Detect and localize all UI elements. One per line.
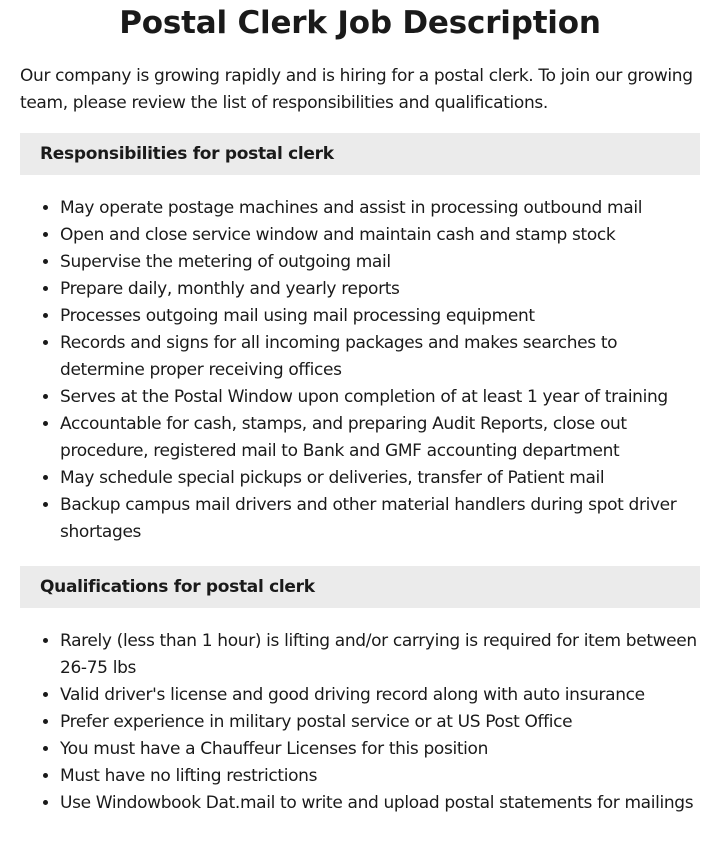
list-item: • Supervise the metering of outgoing mail xyxy=(60,249,700,276)
list-item: • Open and close service window and maintain cash and stamp stock xyxy=(60,222,700,249)
list-item: • Serves at the Postal Window upon completion of at least 1 year of training xyxy=(60,384,700,411)
responsibilities-list xyxy=(20,195,700,546)
list-item: • Must have no lifting restrictions xyxy=(60,763,700,790)
list-item: • Use Windowbook Dat.mail to write and upload postal statements for mailings xyxy=(60,790,700,817)
list-item: • Backup campus mail drivers and other material handlers during spot driver shortages xyxy=(60,492,700,546)
list-item: • Records and signs for all incoming packages and makes searches to determine proper receiving offices xyxy=(60,330,700,384)
qualifications-heading: Qualifications for postal clerk xyxy=(20,566,700,608)
responsibilities-heading: Responsibilities for postal clerk xyxy=(20,133,700,175)
list-item: • Prefer experience in military postal service or at US Post Office xyxy=(60,709,700,736)
list-item: • Prepare daily, monthly and yearly reports xyxy=(60,276,700,303)
list-item: • May schedule special pickups or deliveries, transfer of Patient mail xyxy=(60,465,700,492)
list-item: • You must have a Chauffeur Licenses for this position xyxy=(60,736,700,763)
list-item: • Rarely (less than 1 hour) is lifting and/or carrying is required for item between 26-75 lbs xyxy=(60,628,700,682)
qualifications-list xyxy=(20,628,700,817)
list-item: • May operate postage machines and assist in processing outbound mail xyxy=(60,195,700,222)
list-item: • Valid driver's license and good driving record along with auto insurance xyxy=(60,682,700,709)
page-title: Postal Clerk Job Description xyxy=(119,5,601,41)
intro-paragraph: Our company is growing rapidly and is hiring for a postal clerk. To join our growing team, please review the list of responsibilities and qualifications. xyxy=(20,66,693,113)
list-item: • Accountable for cash, stamps, and preparing Audit Reports, close out procedure, registered mail to Bank and GMF accounting department xyxy=(60,411,700,465)
list-item: • Processes outgoing mail using mail processing equipment xyxy=(60,303,700,330)
